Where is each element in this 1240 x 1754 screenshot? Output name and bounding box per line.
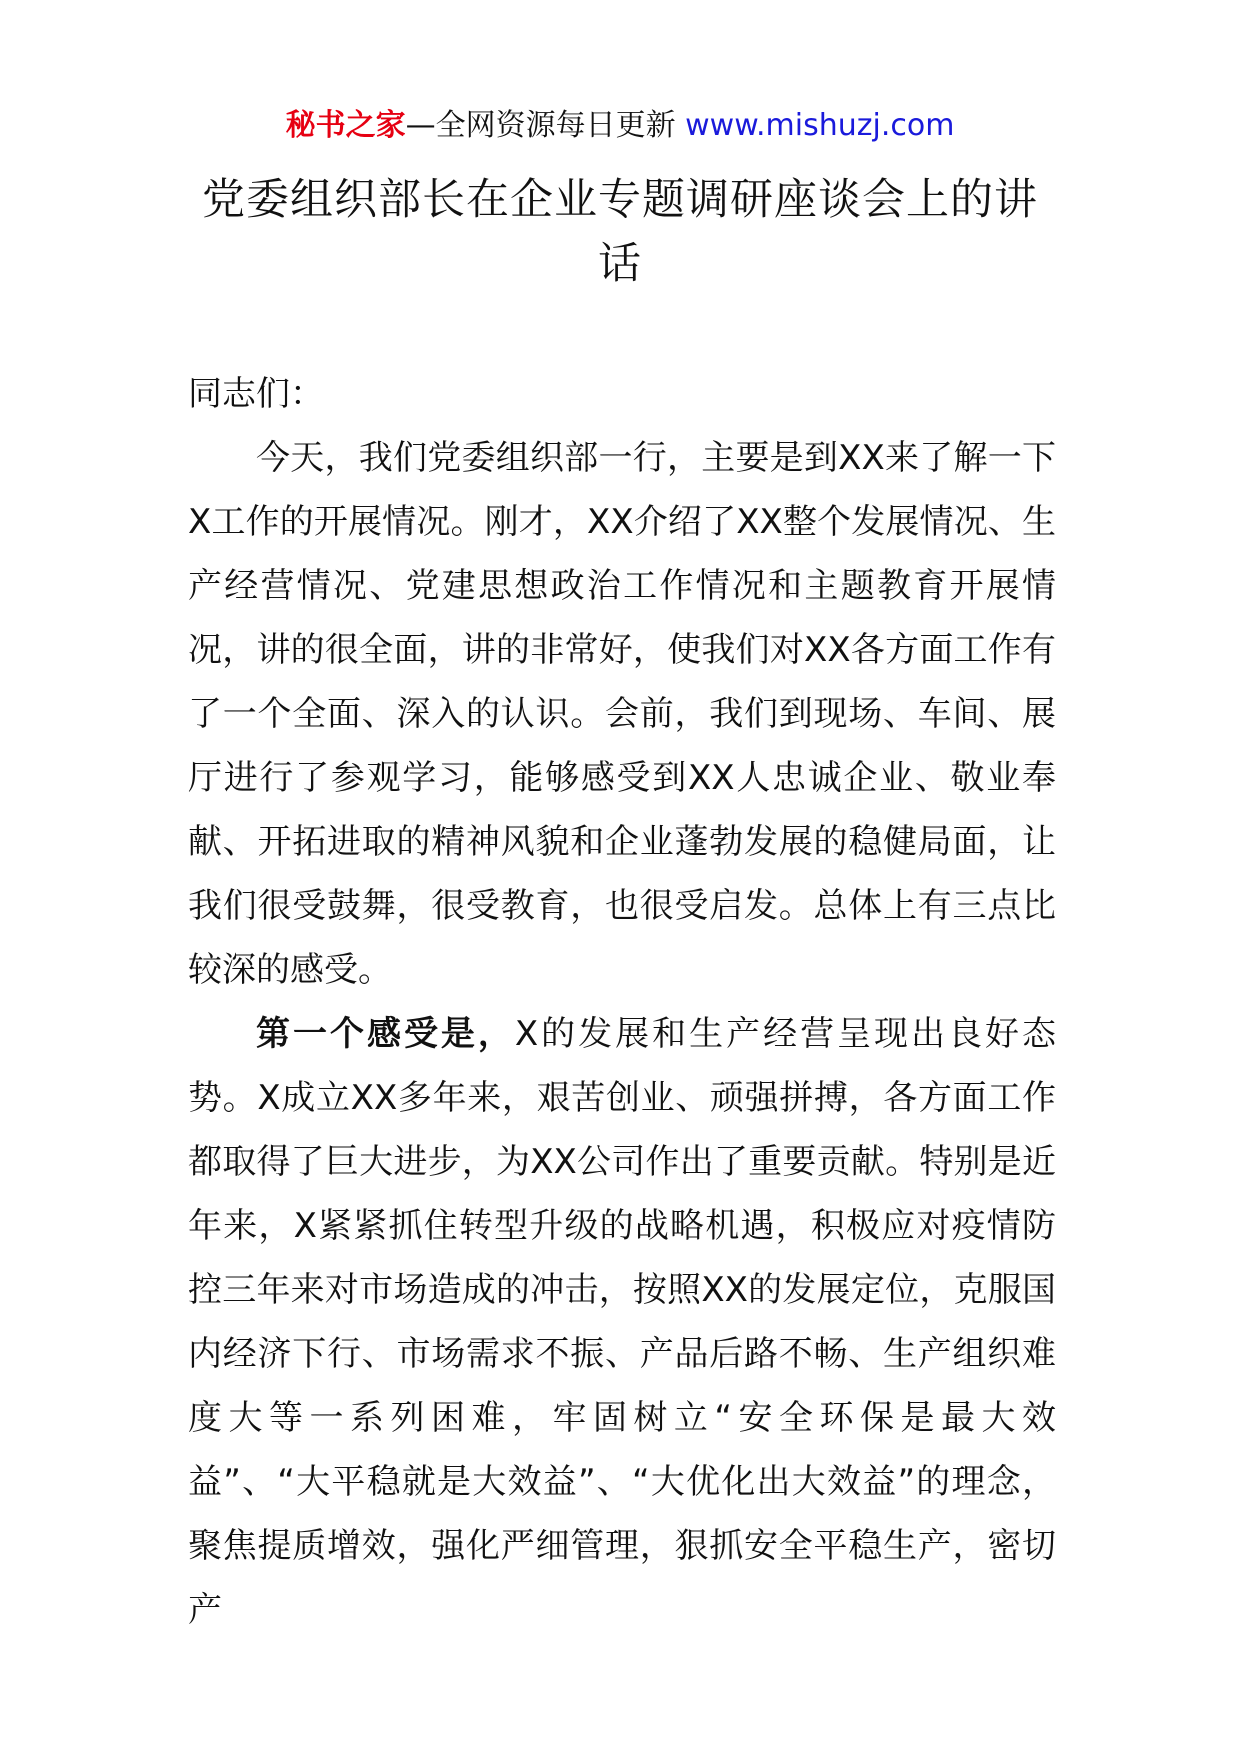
salutation: 同志们： [188,374,324,414]
paragraph-2-text: X的发展和生产经营呈现出良好态势。X成立XX多年来，艰苦创业、顽强拼搏，各方面工作都取得了巨大进步，为XX公司作出了重要贡献。特别是近年来，X紧紧抓住转型升级的战略机遇，积极应对疫情防控三年来对市场造成的冲击，按照XX的发展定位，克服国内经济下行、市场需求不振、产品后路不畅、生产组织难度大等一系列困难，牢固树立“安全环保是最大效益”、“大平稳就是大效益”、“大优化出大效益”的理念，聚焦提质增效，强化严细管理，狠抓安全平稳生产，密切产 [188,1014,1056,1630]
paragraph-1-text: 今天，我们党委组织部一行，主要是到XX来了解一下X工作的开展情况。刚才，XX介绍了XX整个发展情况、生产经营情况、党建思想政治工作情况和主题教育开展情况，讲的很全面，讲的非常好，使我们对XX各方面工作有了一个全面、深入的认识。会前，我们到现场、车间、展厅进行了参观学习，能够感受到XX人忠诚企业、敬业奉献、开拓进取的精神风貌和企业蓬勃发展的稳健局面，让我们很受鼓舞，很受教育，也很受启发。总体上有三点比较深的感受。 [188,438,1056,990]
header-tagline: —全网资源每日更新 [405,108,676,143]
site-header [0,106,1240,146]
document-title: 党委组织部长在企业专题调研座谈会上的讲话 [202,175,1038,289]
paragraph-1 [188,426,1056,1002]
paragraph-2-lead: 第一个感受是， [256,1014,515,1054]
brand-name: 秘书之家 [285,108,406,143]
document-body [188,362,1056,1642]
site-url-link[interactable]: www.mishuzj.com [685,108,955,143]
paragraph-2 [188,1002,1056,1642]
